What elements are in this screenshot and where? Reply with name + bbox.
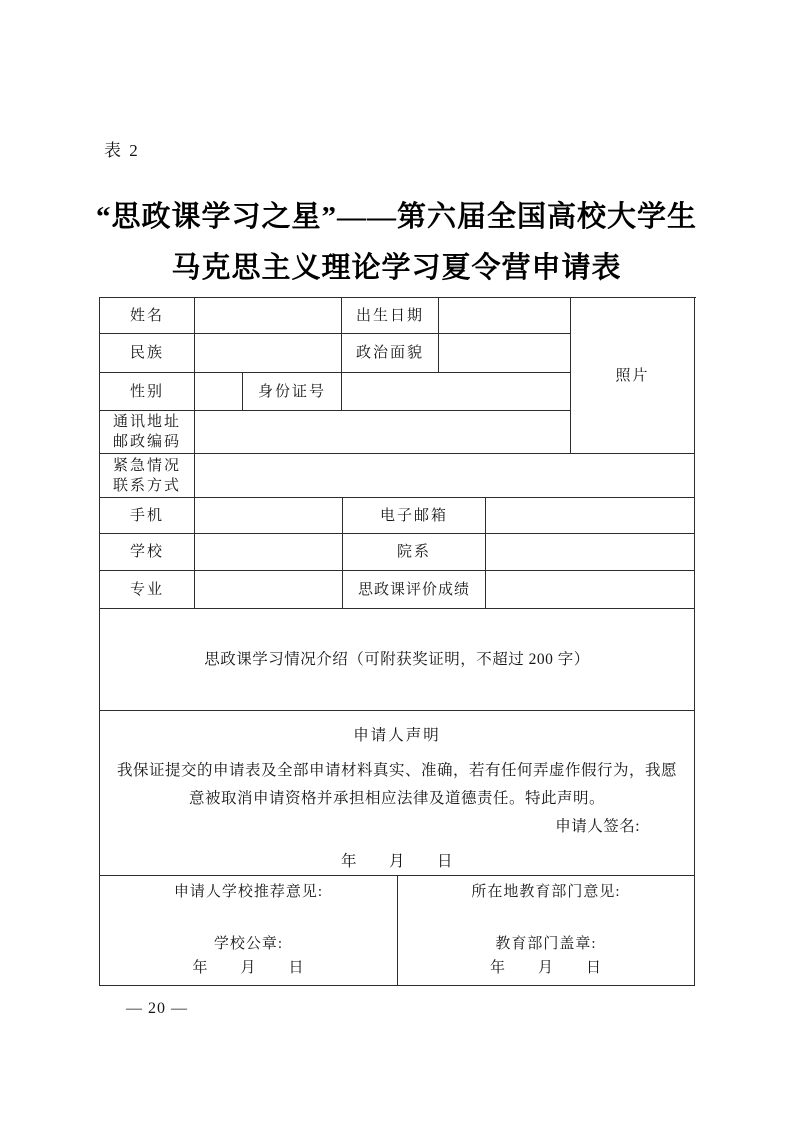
label-mobile: 手机 [100,498,195,534]
education-opinion-cell [398,876,695,986]
photo-label: 照片 [615,367,650,384]
label-school: 学校 [100,534,195,571]
major-score-row [100,571,696,609]
declaration-date-label: 年 月 日 [340,853,453,870]
photo-cell [571,298,695,454]
input-cell-mobile [195,498,343,534]
study-intro-section [100,609,696,711]
label-gender: 性别 [100,373,195,411]
label-political-status: 政治面貌 [342,334,439,373]
mobile-email-row [100,498,696,534]
label-emergency-line1: 紧急情况 [112,457,181,474]
input-cell-course-score [486,571,695,609]
education-opinion-title: 所在地教育部门意见: [471,884,621,900]
opinions-section [100,876,696,986]
label-major: 专业 [100,571,195,609]
declaration-section [100,711,696,876]
personal-info-section [100,298,696,454]
school-opinion-cell [100,876,398,986]
declaration-body: 我保证提交的申请表及全部申请材料真实、准确，若有任何弄虚作假行为，我愿意被取消申请资格并承担相应法律及道德责任。特此声明。 [116,762,677,807]
school-seal-label: 学校公章: [213,936,284,952]
emergency-contact-row [100,454,696,498]
form-title-line2: 马克思主义理论学习夏令营申请表 [171,252,622,284]
applicant-signature-label: 申请人签名: [555,818,640,835]
input-cell-department [486,534,695,571]
label-ethnicity: 民族 [100,334,195,373]
label-birth-date: 出生日期 [342,298,439,334]
label-department: 院系 [343,534,486,571]
input-cell-school [195,534,343,571]
input-cell-emergency-contact [195,454,695,498]
study-intro-label: 思政课学习情况介绍（可附获奖证明，不超过 200 字） [100,609,695,711]
input-cell-gender [195,373,243,411]
form-title [0,192,793,294]
input-cell-address [195,411,571,454]
education-seal-label: 教育部门盖章: [495,936,597,952]
label-name: 姓名 [100,298,195,334]
school-opinion-date-label: 年 月 日 [192,960,305,976]
input-cell-ethnicity [195,334,342,373]
label-email: 电子邮箱 [343,498,486,534]
input-cell-major [195,571,343,609]
school-department-row [100,534,696,571]
label-postal-code: 邮政编码 [112,434,181,450]
label-id-number: 身份证号 [243,373,342,411]
table-label: 表 2 [104,141,140,160]
input-cell-email [486,498,695,534]
label-emergency-contact [100,454,195,498]
label-mailing-address: 通讯地址 [112,414,181,430]
input-cell-name [195,298,342,334]
school-opinion-title: 申请人学校推荐意见: [173,884,324,900]
input-cell-id-number [342,373,571,411]
input-cell-political-status [439,334,571,373]
education-opinion-date-label: 年 月 日 [489,960,602,976]
input-cell-birth-date [439,298,571,334]
page-number: — 20 — [126,1000,188,1017]
declaration-cell [100,711,695,876]
declaration-title: 申请人声明 [353,727,441,744]
label-course-score: 思政课评价成绩 [343,571,486,609]
application-form-table [99,297,696,986]
form-title-line1: “思政课学习之星”——第六届全国高校大学生 [95,201,697,233]
label-emergency-line2: 联系方式 [112,477,181,494]
label-address-postal [100,411,195,454]
